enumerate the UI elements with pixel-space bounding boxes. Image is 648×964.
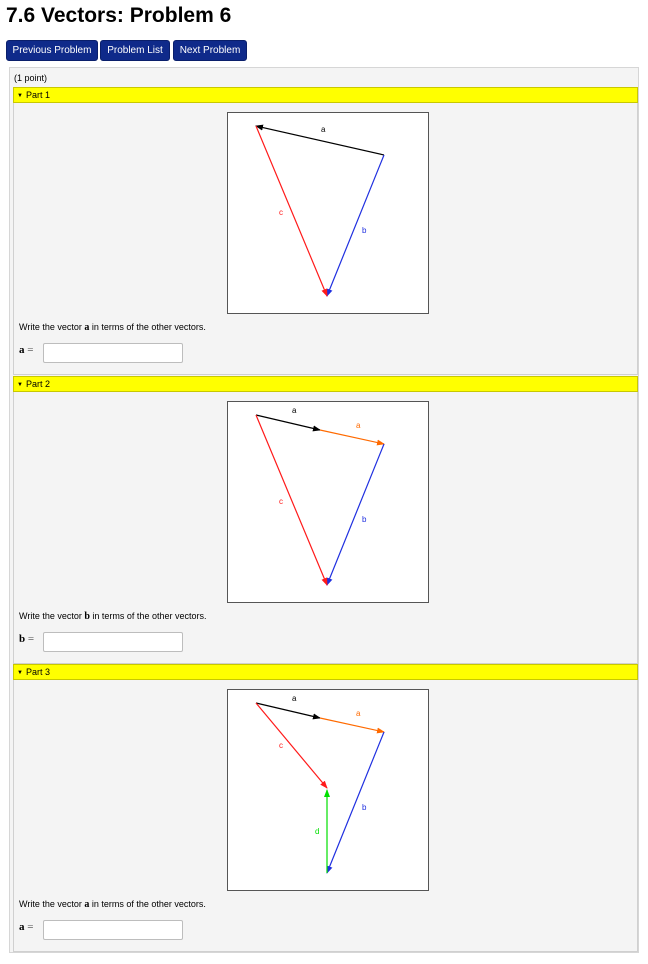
part-1-vector-figure: [227, 112, 429, 314]
part-1: [13, 87, 638, 375]
part-3-title: Part 3: [25, 667, 50, 677]
part-1-prompt: Write the vector a in terms of the other vectors.: [19, 322, 206, 333]
label-a-orange: a: [356, 709, 361, 718]
label-c: c: [279, 208, 283, 217]
points-label: (1 point): [14, 73, 48, 83]
vector-b-arrow: [327, 732, 384, 873]
part-2-prompt: Write the vector b in terms of the other vectors.: [19, 611, 207, 622]
vector-c-arrow: [256, 703, 327, 788]
page-title: 7.6 Vectors: Problem 6: [6, 4, 232, 27]
label-a: a: [321, 125, 326, 134]
part-2-title: Part 2: [25, 379, 50, 389]
caret-down-icon: ▼: [17, 670, 23, 676]
part-3-prompt: Write the vector a in terms of the other vectors.: [19, 899, 206, 910]
vector-a-black-arrow: [256, 703, 320, 718]
vector-a-orange-arrow: [320, 430, 384, 444]
next-problem-button[interactable]: Next Problem: [173, 40, 247, 61]
label-b: b: [362, 803, 367, 812]
part-2: [13, 376, 638, 664]
problem-list-button[interactable]: Problem List: [100, 40, 170, 61]
part-2-answer-input[interactable]: [43, 632, 183, 652]
part-3-vector-figure: [227, 689, 429, 891]
label-c: c: [279, 741, 283, 750]
label-a-black: a: [292, 694, 297, 703]
vector-a-black-arrow: [256, 415, 320, 430]
label-a-black: a: [292, 406, 297, 415]
part-3-diagram: [228, 690, 428, 890]
part-3-prompt-vector: a: [84, 899, 90, 910]
vector-c-arrow: [256, 126, 327, 296]
problem-container: [9, 67, 639, 953]
label-b: b: [362, 515, 367, 524]
part-1-answer-label: a =: [19, 344, 34, 356]
part-2-header[interactable]: [13, 376, 638, 392]
label-b: b: [362, 226, 367, 235]
label-d: d: [315, 827, 320, 836]
part-1-body: [13, 103, 638, 375]
previous-problem-button[interactable]: Previous Problem: [6, 40, 98, 61]
part-2-prompt-vector: b: [84, 611, 90, 622]
label-a-orange: a: [356, 421, 361, 430]
part-1-header[interactable]: [13, 87, 638, 103]
part-2-diagram: [228, 402, 428, 602]
vector-a-arrow: [256, 126, 384, 155]
vector-a-orange-arrow: [320, 718, 384, 732]
caret-down-icon: ▼: [17, 93, 23, 99]
part-1-prompt-vector: a: [84, 322, 90, 333]
part-3-answer-label: a =: [19, 921, 34, 933]
part-1-diagram: [228, 113, 428, 313]
part-3-header[interactable]: [13, 664, 638, 680]
vector-c-arrow: [256, 415, 327, 585]
vector-b-arrow: [327, 155, 384, 296]
part-1-answer-input[interactable]: [43, 343, 183, 363]
part-1-title: Part 1: [25, 90, 50, 100]
caret-down-icon: ▼: [17, 382, 23, 388]
part-2-vector-figure: [227, 401, 429, 603]
part-2-body: [13, 392, 638, 664]
part-3-answer-input[interactable]: [43, 920, 183, 940]
label-c: c: [279, 497, 283, 506]
part-2-answer-label: b =: [19, 633, 35, 645]
vector-b-arrow: [327, 444, 384, 585]
part-3-body: [13, 680, 638, 952]
part-3: [13, 664, 638, 952]
